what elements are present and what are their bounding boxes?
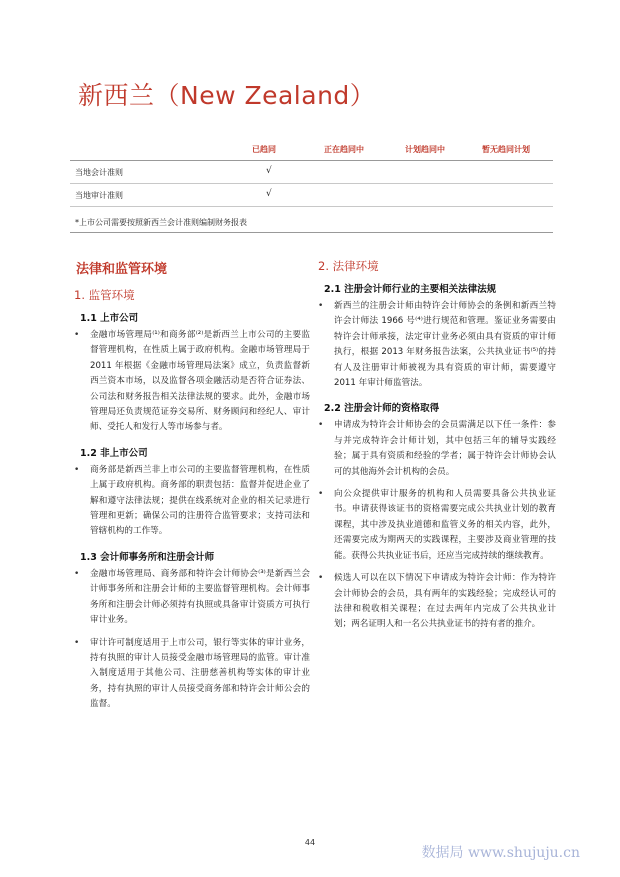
left-column (72, 258, 310, 722)
bullet-list (72, 463, 310, 540)
page-title: 新西兰（New Zealand） (78, 81, 376, 110)
row-label: 当地会计准则 (75, 168, 123, 177)
subsection-title: 1.1 上市公司 (80, 313, 139, 324)
subsection-title: 1.2 非上市公司 (80, 447, 148, 459)
convergence-table (70, 138, 553, 227)
row-label: 当地审计准则 (75, 191, 123, 200)
section-heading: 法律和监管环境 (76, 262, 168, 277)
section-title: 2. 法律环境 (318, 259, 379, 273)
list-item: • 向公众提供审计服务的机构和人员需要具备公共执业证书。申请获得该证书的资格需要完成公共执业计划的教育课程，其中涉及执业道德和监管义务的相关内容，此外，还需要完成为期两天的实践课程，主要涉及商业管理的技能。获得公共执业证书后，还应当完成持续的继续教育。 (316, 487, 556, 564)
table-header (70, 138, 553, 161)
list-item: • 新西兰的注册会计师由特许会计师协会的条例和新西兰特许会计师法 1966 号⁽⁴⁾进行规范和管理。鉴证业务需要由特许会计师承接，法定审计业务必须由具有资质的审计师执行，根据 2013 年财务报告法案，公共执业证书⁽⁵⁾的持有人及注册审计师被视为具有资质的审计师，需要遵守 2011 年审计师监管法。 (316, 299, 556, 391)
list-item: • 金融市场管理局⁽¹⁾和商务部⁽²⁾是新西兰上市公司的主要监督管理机构，在性质上属于政府机构。金融市场管理局于 2011 年根据《金融市场管理局法案》成立，负责监督新西兰资本市场，以及监督各项金融活动是否符合证券法、公司法和财务报告相关法律法规的要求。此外，金融市场管理局还负责规范证券交易所、财务顾问和经纪人、审计师、受托人和发行人等市场参与者。 (72, 328, 310, 436)
bullet-list (72, 328, 310, 436)
header-converged: 已趋同 (252, 145, 276, 154)
check-icon: √ (266, 189, 272, 199)
list-item: • 审计许可制度适用于上市公司，银行等实体的审计业务，持有执照的审计人员接受金融市场管理局的监管。审计准入制度适用于其他公司、注册慈善机构等实体的审计业务，持有执照的审计人员接受商务部和特许会计师公会的监督。 (72, 636, 310, 713)
right-column (316, 258, 556, 642)
bullet-list (72, 567, 310, 713)
section-title: 1. 监管环境 (74, 288, 135, 302)
header-planned: 计划趋同中 (405, 145, 445, 154)
header-no-plan: 暂无趋同计划 (482, 145, 530, 154)
table-row (70, 184, 553, 207)
subsection-title: 2.2 注册会计师的资格取得 (324, 403, 440, 415)
list-item: • 候选人可以在以下情况下申请成为特许会计师：作为特许会计师协会的会员，具有两年的实践经验；完成经认可的法律和税收相关课程；在过去两年内完成了公共执业计划；两名证明人和一名公共执业证书的持有者的推介。 (316, 571, 556, 633)
subsection-title: 1.3 会计师事务所和注册会计师 (80, 551, 215, 563)
table-row (70, 161, 553, 184)
subsection-title: 2.1 注册会计师行业的主要相关法律法规 (324, 284, 497, 295)
header-converging: 正在趋同中 (324, 145, 364, 154)
bullet-list (316, 299, 556, 391)
watermark: 数据局 www.shujuju.cn (421, 845, 580, 861)
list-item: • 商务部是新西兰非上市公司的主要监督管理机构，在性质上属于政府机构。商务部的职责包括：监督并促进企业了解和遵守法律法规；提供在线系统对企业的相关记录进行管理和更新；确保公司的注册符合监管要求；支持司法和管辖机构的工作等。 (72, 463, 310, 540)
table-note: *上市公司需要按照新西兰会计准则编制财务报表 (75, 218, 247, 227)
list-item: • 金融市场管理局、商务部和特许会计师协会⁽³⁾是新西兰会计师事务所和注册会计师的主要监督管理机构。会计师事务所和注册会计师必须持有执照或具备审计资质方可执行审计业务。 (72, 567, 310, 629)
list-item: • 申请成为特许会计师协会的会员需满足以下任一条件：参与并完成特许会计师计划，其中包括三年的辅导实践经验；属于具有资质和经验的学者；属于特许会计师协会认可的其他海外会计机构的会员。 (316, 418, 556, 480)
table-divider (70, 232, 553, 233)
page-number: 44 (304, 838, 316, 847)
check-icon: √ (266, 166, 272, 176)
bullet-list (316, 418, 556, 632)
